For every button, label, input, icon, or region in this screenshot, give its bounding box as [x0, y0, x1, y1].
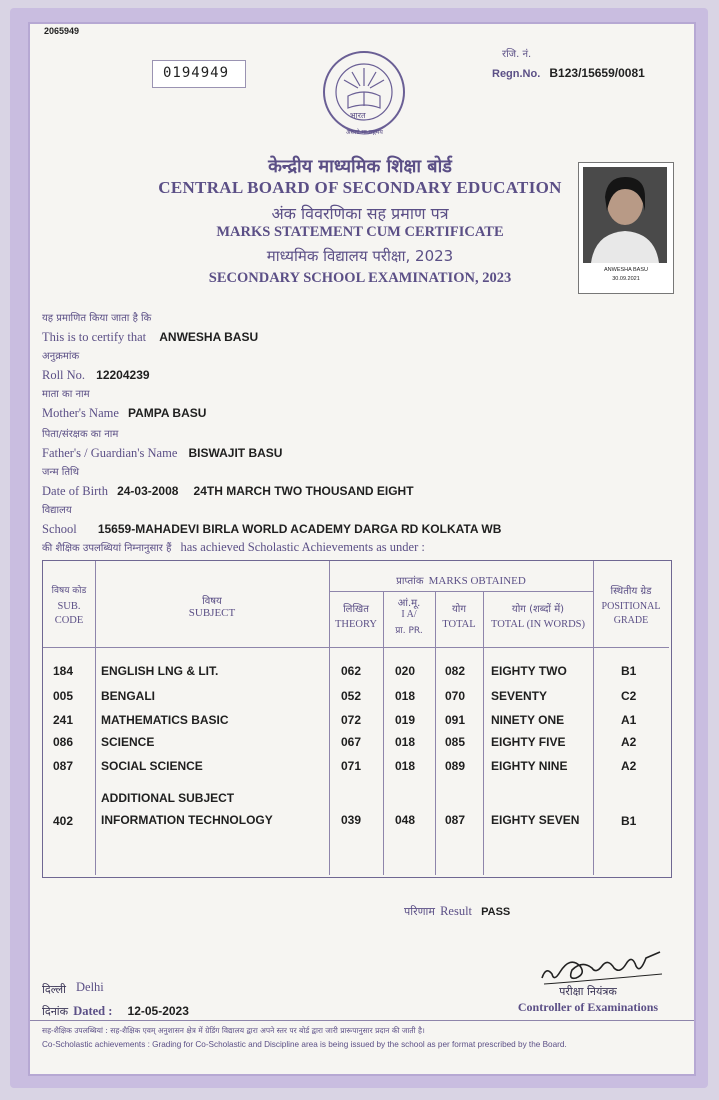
mother-row	[42, 402, 206, 421]
photo-name: ANWESHA BASU	[603, 267, 648, 273]
row-code: 241	[53, 713, 74, 727]
row-subject: INFORMATION TECHNOLOGY	[101, 813, 273, 827]
row-subject: ENGLISH LNG & LIT.	[101, 664, 219, 678]
header-code-1: SUB.	[57, 601, 81, 612]
cbse-emblem	[320, 46, 408, 146]
row-total: 082	[445, 664, 466, 678]
place-hindi: दिल्ली	[42, 983, 66, 996]
row-total: 070	[445, 689, 466, 703]
doc-code: 2065949	[44, 26, 80, 36]
dated-hindi: दिनांक	[42, 1005, 69, 1018]
row-code: 087	[53, 759, 74, 773]
header-words: TOTAL (IN WORDS)	[490, 619, 586, 630]
certify-label: This is to certify that	[42, 330, 147, 344]
header-marks-english: MARKS OBTAINED	[428, 575, 526, 587]
row-words: NINETY ONE	[491, 713, 565, 727]
certificate-title-hindi: अंक विवरणिका सह प्रमाण पत्र	[271, 204, 449, 223]
header-subject-hindi: विषय	[202, 596, 222, 607]
header-total-hindi: योग	[451, 604, 467, 615]
row-subject: SOCIAL SCIENCE	[101, 759, 203, 773]
dated-row	[42, 1000, 189, 1019]
dob-row	[42, 480, 414, 499]
header-code-2: CODE	[54, 615, 84, 626]
header-pr: प्रा. PR.	[395, 626, 423, 636]
regn-row	[492, 62, 645, 81]
roll-hindi: अनुक्रमांक	[42, 351, 80, 362]
row-subject: SCIENCE	[101, 735, 155, 749]
result-label: Result	[440, 904, 473, 918]
row-grade: A2	[621, 735, 637, 749]
school-row	[42, 518, 501, 537]
marks-table	[42, 560, 672, 878]
header-subject: SUBJECT	[188, 607, 236, 619]
place-english: Delhi	[76, 980, 104, 994]
header-words-hindi: योग (शब्दों में)	[511, 604, 565, 615]
header-marks-hindi: प्राप्तांक	[396, 576, 424, 587]
row-ia: 018	[395, 689, 416, 703]
row-theory: 072	[341, 713, 362, 727]
header-ia-hindi: आं.मू.	[397, 598, 421, 609]
father-label: Father's / Guardian's Name	[42, 446, 178, 460]
certify-row	[42, 326, 258, 345]
dated-label: Dated :	[73, 1004, 113, 1018]
exam-title-english: SECONDARY SCHOOL EXAMINATION, 2023	[208, 270, 512, 286]
exam-title-hindi: माध्यमिक विद्यालय परीक्षा, 2023	[266, 247, 454, 265]
father-name: BISWAJIT BASU	[188, 446, 283, 460]
school-name: 15659-MAHADEVI BIRLA WORLD ACADEMY DARGA RD KOLKATA WB	[97, 522, 502, 536]
mother-name: PAMPA BASU	[127, 406, 207, 420]
emblem-motto: असतो मा सद्गमय	[346, 129, 383, 136]
row-words: EIGHTY FIVE	[491, 735, 566, 749]
row-words: EIGHTY SEVEN	[491, 813, 580, 827]
result-value: PASS	[481, 906, 511, 918]
achieved-label: has achieved Scholastic Achievements as under :	[180, 540, 425, 554]
certify-hindi: यह प्रमाणित किया जाता है कि	[42, 313, 152, 324]
row-ia: 048	[395, 813, 416, 827]
row-subject: MATHEMATICS BASIC	[101, 713, 229, 727]
co-scholastic-note: Co-Scholastic achievements : Grading for Co-Scholastic and Discipline area is being issued by the school as per format prescribed by the Board.	[42, 1040, 567, 1049]
father-row	[42, 442, 282, 461]
header-theory: THEORY	[335, 619, 377, 630]
achieved-row	[42, 536, 425, 555]
person-icon	[583, 167, 667, 263]
issue-date: 12-05-2023	[127, 1004, 189, 1018]
mother-hindi: माता का नाम	[42, 389, 90, 400]
result-row	[404, 900, 510, 919]
row-code: 005	[53, 689, 74, 703]
header-marks	[329, 569, 593, 588]
row-code: 086	[53, 735, 74, 749]
row-total: 087	[445, 813, 466, 827]
emblem-bottom-text: भारत	[350, 111, 366, 120]
regn-hindi-label: रजि. नं.	[502, 49, 532, 60]
certificate-background	[10, 8, 708, 1088]
row-words: SEVENTY	[491, 689, 548, 703]
row-theory: 039	[341, 813, 362, 827]
certificate-title-english: MARKS STATEMENT CUM CERTIFICATE	[216, 224, 504, 240]
additional-subject-heading: ADDITIONAL SUBJECT	[101, 791, 235, 805]
roll-label: Roll No.	[42, 368, 86, 382]
row-grade: B1	[621, 664, 637, 678]
certificate-sheet	[28, 22, 696, 1076]
row-ia: 018	[395, 735, 416, 749]
student-photo-frame	[578, 162, 674, 294]
row-total: 091	[445, 713, 466, 727]
school-label: School	[42, 522, 77, 536]
row-total: 089	[445, 759, 466, 773]
row-code: 184	[53, 664, 74, 678]
row-grade: B1	[621, 814, 637, 828]
result-hindi: परिणाम	[404, 905, 435, 918]
row-grade: A2	[621, 759, 637, 773]
footer-divider	[30, 1020, 694, 1021]
row-theory: 052	[341, 689, 362, 703]
regn-label: Regn.No.	[492, 68, 541, 80]
achieved-hindi: की शैक्षिक उपलब्धियां निम्नानुसार हैं	[42, 543, 172, 554]
photo-date: 30.09.2021	[612, 276, 640, 282]
row-total: 085	[445, 735, 466, 749]
roll-row	[42, 364, 150, 383]
header-total: TOTAL	[442, 619, 476, 630]
regn-number: B123/15659/0081	[549, 66, 645, 80]
roll-number: 12204239	[96, 368, 150, 382]
serial-box	[152, 60, 246, 88]
dob-label: Date of Birth	[42, 484, 108, 498]
dob-words: 24TH MARCH TWO THOUSAND EIGHT	[193, 484, 414, 498]
row-words: EIGHTY TWO	[491, 664, 567, 678]
header-grade-hindi: स्थितीय ग्रेड	[610, 586, 652, 597]
row-theory: 071	[341, 759, 362, 773]
header-grade-1: POSITIONAL	[601, 601, 661, 612]
header-code-hindi: विषय कोड	[51, 586, 87, 596]
board-name-english: CENTRAL BOARD OF SECONDARY EDUCATION	[158, 178, 562, 197]
dob-value: 24-03-2008	[117, 484, 179, 498]
header-ia: I A/	[401, 609, 417, 620]
row-grade: A1	[621, 713, 637, 727]
row-subject: BENGALI	[101, 689, 155, 703]
school-hindi: विद्यालय	[42, 505, 72, 516]
dob-hindi: जन्म तिथि	[42, 467, 80, 478]
row-ia: 019	[395, 713, 416, 727]
controller-hindi: परीक्षा नियंत्रक	[559, 985, 617, 998]
co-scholastic-note-hindi: सह-शैक्षिक उपलब्धियां : सह-शैक्षिक एवम् अनुशासन क्षेत्र में ग्रेडिंग विद्यालय द्वारा अपने स्तर पर बोर्ड द्वारा जारी प्रारूपानुसार प्रदान की जाती है।	[42, 1026, 425, 1035]
row-theory: 067	[341, 735, 362, 749]
header-grade-2: GRADE	[613, 615, 649, 626]
student-name: ANWESHA BASU	[159, 330, 259, 344]
header-theory-hindi: लिखित	[343, 604, 369, 615]
row-grade: C2	[621, 689, 637, 703]
board-name-hindi: केन्द्रीय माध्यमिक शिक्षा बोर्ड	[268, 156, 452, 177]
row-words: EIGHTY NINE	[491, 759, 568, 773]
controller-title: Controller of Examinations	[517, 1000, 659, 1014]
row-ia: 020	[395, 664, 416, 678]
row-ia: 018	[395, 759, 416, 773]
row-code: 402	[53, 814, 74, 828]
father-hindi: पिता/संरक्षक का नाम	[42, 429, 119, 440]
mother-label: Mother's Name	[42, 406, 119, 420]
serial-number: 0194949	[163, 65, 230, 81]
row-theory: 062	[341, 664, 362, 678]
student-photo	[583, 167, 667, 263]
